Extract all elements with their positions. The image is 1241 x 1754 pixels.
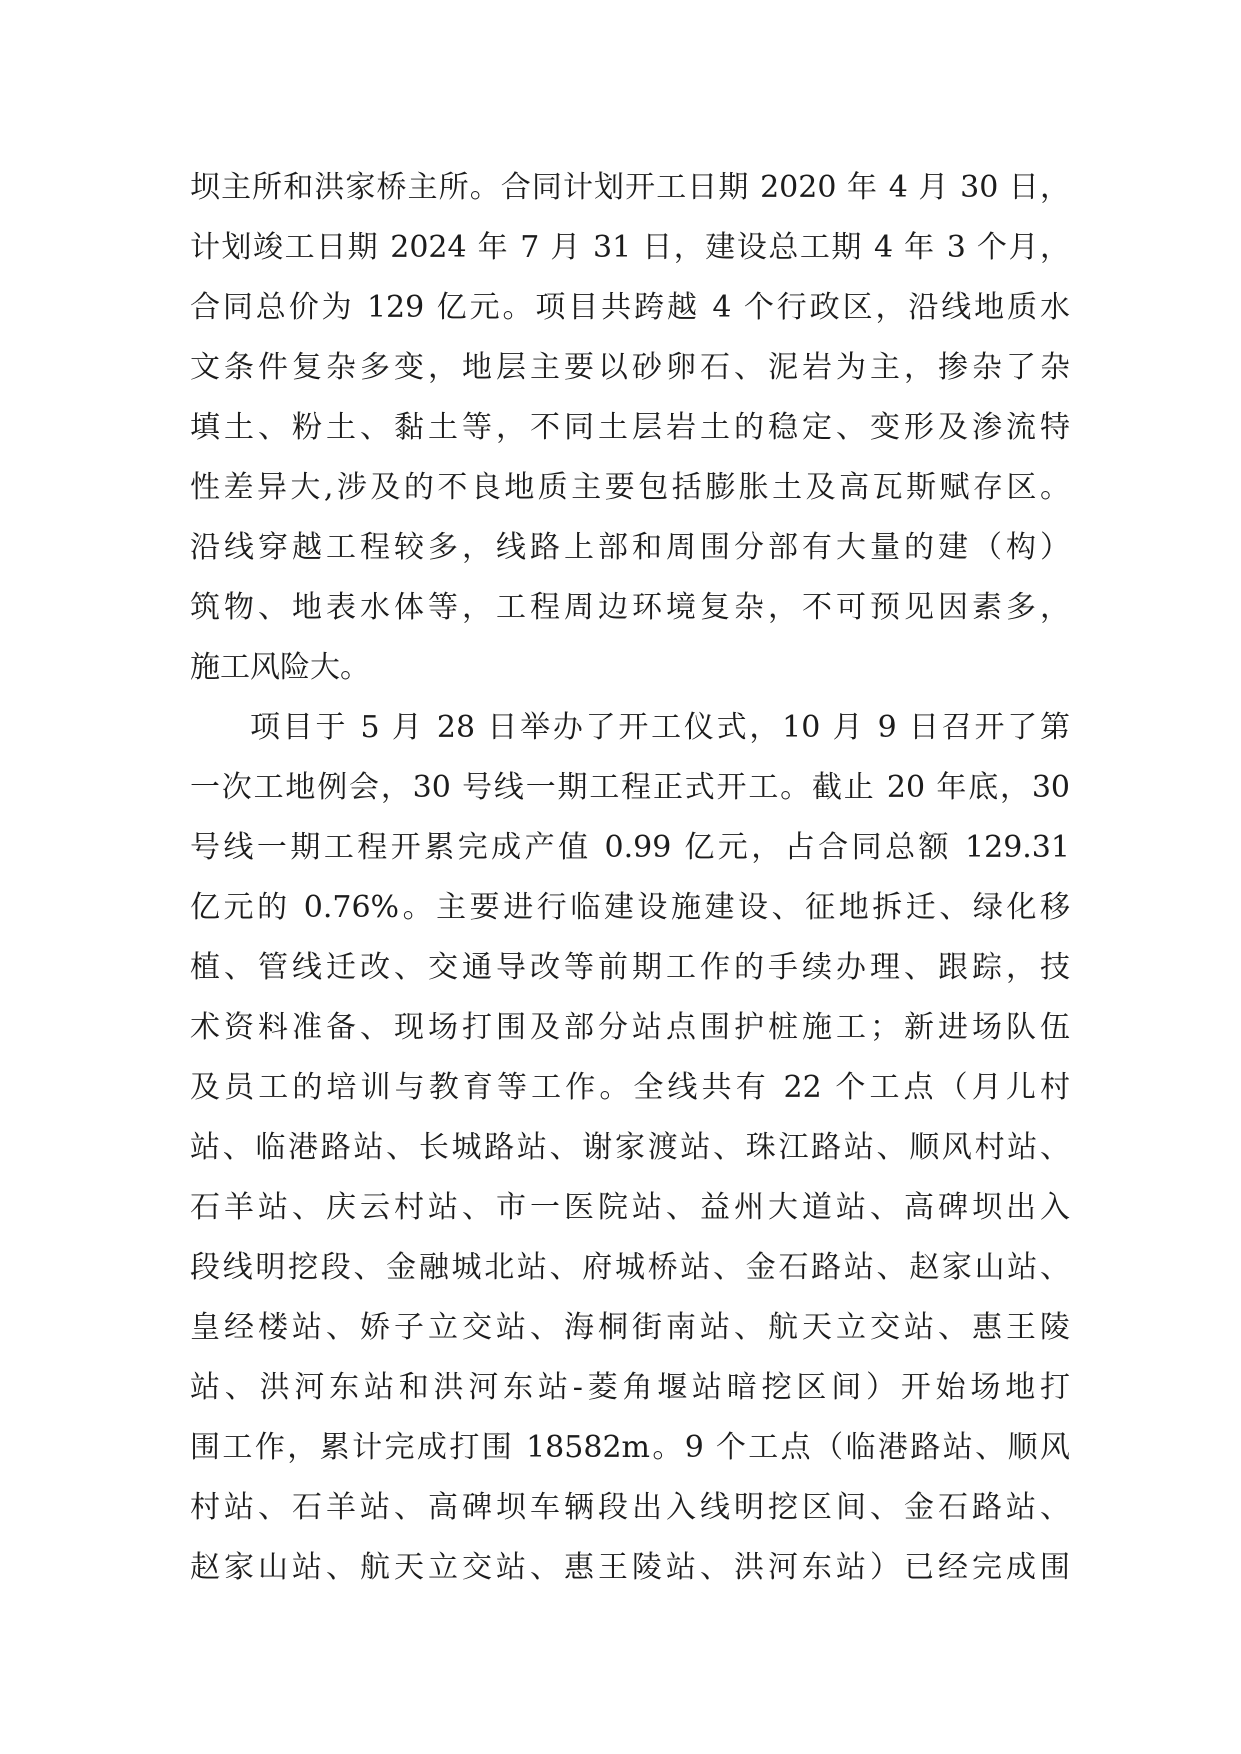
text-line: 站、洪河东站和洪河东站-菱角堰站暗挖区间）开始场地打 [190, 1370, 1070, 1405]
text-line: 坝主所和洪家桥主所。合同计划开工日期 2020 年 4 月 30 日， [190, 170, 1070, 205]
text-line: 站、临港路站、长城路站、谢家渡站、珠江路站、顺风村站、 [190, 1130, 1070, 1165]
text-line: 合同总价为 129 亿元。项目共跨越 4 个行政区，沿线地质水 [190, 290, 1070, 325]
text-line: 术资料准备、现场打围及部分站点围护桩施工；新进场队伍 [190, 1010, 1070, 1045]
body-text [190, 158, 1070, 1598]
text-line: 围工作，累计完成打围 18582m。9 个工点（临港路站、顺风 [190, 1430, 1070, 1465]
text-line: 筑物、地表水体等，工程周边环境复杂，不可预见因素多， [190, 590, 1070, 625]
text-line: 文条件复杂多变，地层主要以砂卵石、泥岩为主，掺杂了杂 [190, 350, 1070, 385]
text-line: 性差异大,涉及的不良地质主要包括膨胀土及高瓦斯赋存区。 [190, 470, 1070, 505]
text-line: 石羊站、庆云村站、市一医院站、益州大道站、高碑坝出入 [190, 1190, 1070, 1225]
text-line: 段线明挖段、金融城北站、府城桥站、金石路站、赵家山站、 [190, 1250, 1070, 1285]
text-line: 施工风险大。 [190, 650, 370, 685]
text-line: 植、管线迁改、交通导改等前期工作的手续办理、跟踪，技 [190, 950, 1070, 985]
text-line: 沿线穿越工程较多，线路上部和周围分部有大量的建（构） [190, 530, 1070, 565]
text-line: 亿元的 0.76%。主要进行临建设施建设、征地拆迁、绿化移 [190, 890, 1070, 925]
text-line: 填土、粉土、黏土等，不同土层岩土的稳定、变形及渗流特 [190, 410, 1070, 445]
text-line: 号线一期工程开累完成产值 0.99 亿元，占合同总额 129.31 [190, 830, 1070, 865]
text-line: 赵家山站、航天立交站、惠王陵站、洪河东站）已经完成围 [190, 1550, 1070, 1585]
text-line: 村站、石羊站、高碑坝车辆段出入线明挖区间、金石路站、 [190, 1490, 1070, 1525]
text-line: 及员工的培训与教育等工作。全线共有 22 个工点（月儿村 [190, 1070, 1070, 1105]
text-line: 一次工地例会，30 号线一期工程正式开工。截止 20 年底，30 [190, 770, 1070, 805]
text-line: 计划竣工日期 2024 年 7 月 31 日，建设总工期 4 年 3 个月， [190, 230, 1070, 265]
text-line: 皇经楼站、娇子立交站、海桐街南站、航天立交站、惠王陵 [190, 1310, 1070, 1345]
text-line: 项目于 5 月 28 日举办了开工仪式，10 月 9 日召开了第 [250, 710, 1070, 745]
